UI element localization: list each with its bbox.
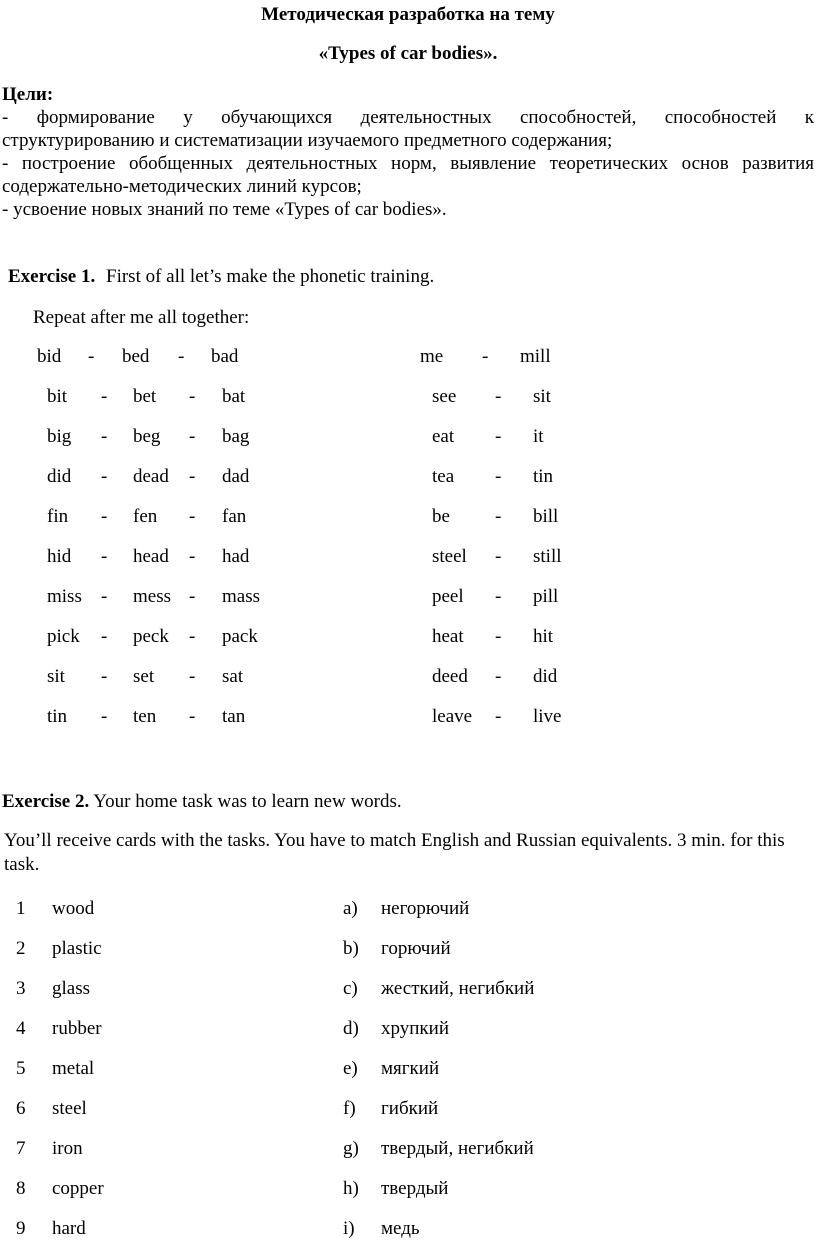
word-2: peck (133, 626, 169, 647)
word-2: bet (133, 386, 157, 407)
word-1: hid (47, 546, 72, 567)
dash-2: - (189, 506, 196, 527)
russian-word: мягкий (381, 1058, 440, 1079)
goal-3-line-1: - усвоение новых знаний по теме «Types of car bodies». (2, 199, 447, 220)
russian-word: твердый (381, 1178, 449, 1199)
exercise-2-text: Your home task was to learn new words. (93, 791, 402, 812)
pair-word-2: still (533, 546, 562, 567)
answer-letter: d) (343, 1018, 359, 1039)
exercise-1-heading (8, 266, 434, 288)
pair-word-2: pill (533, 586, 559, 607)
russian-word: медь (381, 1218, 420, 1239)
russian-word: жесткий, негибкий (381, 978, 535, 999)
pair-dash: - (482, 346, 489, 367)
pair-dash: - (495, 386, 502, 407)
document-topic: «Types of car bodies». (318, 43, 498, 64)
answer-letter: e) (343, 1058, 358, 1079)
word-1: tin (47, 706, 68, 727)
goal-2-line-1: - построение обобщенных деятельностных норм, выявление теоретических основ развития (2, 153, 814, 174)
dash-2: - (189, 666, 196, 687)
word-3: bad (211, 346, 239, 367)
item-number: 2 (16, 938, 26, 959)
dash-2: - (189, 546, 196, 567)
english-word: glass (52, 978, 90, 999)
dash-2: - (189, 386, 196, 407)
english-word: hard (52, 1218, 86, 1239)
pair-word-2: sit (533, 386, 551, 407)
pair-dash: - (495, 586, 502, 607)
item-number: 5 (16, 1058, 26, 1079)
dash-1: - (101, 426, 108, 447)
word-3: sat (222, 666, 244, 687)
pair-word-2: tin (533, 466, 554, 487)
goals-section (2, 83, 814, 221)
word-2: head (133, 546, 169, 567)
word-3: had (222, 546, 250, 567)
dash-2: - (189, 466, 196, 487)
answer-letter: g) (343, 1138, 359, 1159)
word-3: bat (222, 386, 246, 407)
goal-2-line-2: содержательно-методических линий курсов; (2, 176, 362, 197)
word-3: tan (222, 706, 246, 727)
pair-word-1: see (432, 386, 457, 407)
word-3: fan (222, 506, 247, 527)
dash-1: - (101, 666, 108, 687)
pair-dash: - (495, 706, 502, 727)
russian-word: хрупкий (381, 1018, 449, 1039)
english-word: copper (52, 1178, 104, 1199)
goal-1-line-1: - формирование у обучающихся деятельностных способностей, способностей к (2, 107, 814, 128)
dash-1: - (101, 546, 108, 567)
word-3: pack (222, 626, 258, 647)
exercise-1-instruction: Repeat after me all together: (33, 307, 250, 328)
pair-word-1: be (432, 506, 450, 527)
pair-word-2: did (533, 666, 558, 687)
word-1: fin (47, 506, 69, 527)
word-1: did (47, 466, 72, 487)
english-word: wood (52, 898, 95, 919)
word-2: set (133, 666, 155, 687)
pair-word-1: me (420, 346, 444, 367)
item-number: 4 (16, 1018, 26, 1039)
pair-word-2: hit (533, 626, 554, 647)
pair-dash: - (495, 466, 502, 487)
pair-word-2: it (533, 426, 544, 447)
answer-letter: f) (343, 1098, 356, 1119)
item-number: 6 (16, 1098, 26, 1119)
pair-dash: - (495, 426, 502, 447)
answer-letter: b) (343, 938, 359, 959)
dash-1: - (101, 706, 108, 727)
russian-word: твердый, негибкий (381, 1138, 534, 1159)
pair-word-2: mill (520, 346, 551, 367)
pair-word-1: eat (432, 426, 455, 447)
word-1: big (47, 426, 72, 447)
item-number: 7 (16, 1138, 26, 1159)
answer-letter: a) (343, 898, 358, 919)
dash-2: - (189, 626, 196, 647)
dash-2: - (189, 706, 196, 727)
english-word: steel (52, 1098, 87, 1119)
word-1: bit (47, 386, 68, 407)
word-2: ten (133, 706, 157, 727)
item-number: 3 (16, 978, 26, 999)
answer-letter: c) (343, 978, 358, 999)
exercise-1-text: First of all let’s make the phonetic training. (106, 266, 435, 287)
word-2: beg (133, 426, 161, 447)
russian-word: негорючий (381, 898, 470, 919)
russian-word: гибкий (381, 1098, 439, 1119)
pair-word-1: heat (432, 626, 464, 647)
dash-1: - (101, 386, 108, 407)
word-1: pick (47, 626, 80, 647)
pair-word-1: steel (432, 546, 467, 567)
pair-word-2: bill (533, 506, 559, 527)
pair-dash: - (495, 546, 502, 567)
answer-letter: i) (343, 1218, 355, 1239)
word-2: mess (133, 586, 171, 607)
english-word: metal (52, 1058, 95, 1079)
pair-word-1: peel (432, 586, 464, 607)
pair-dash: - (495, 626, 502, 647)
document-title: Методическая разработка на тему (261, 4, 555, 25)
dash-2: - (189, 426, 196, 447)
english-word: iron (52, 1138, 83, 1159)
word-3: dad (222, 466, 250, 487)
dash-1: - (101, 626, 108, 647)
word-1: sit (47, 666, 65, 687)
pair-dash: - (495, 506, 502, 527)
dash-1: - (88, 346, 95, 367)
pair-word-1: tea (432, 466, 455, 487)
word-3: bag (222, 426, 250, 447)
english-word: rubber (52, 1018, 102, 1039)
pair-word-1: deed (432, 666, 468, 687)
item-number: 9 (16, 1218, 26, 1239)
item-number: 8 (16, 1178, 26, 1199)
word-3: mass (222, 586, 260, 607)
word-2: fen (133, 506, 158, 527)
russian-word: горючий (381, 938, 451, 959)
exercise-2-heading (2, 791, 402, 813)
word-2: bed (122, 346, 150, 367)
pair-dash: - (495, 666, 502, 687)
dash-1: - (101, 506, 108, 527)
dash-2: - (189, 586, 196, 607)
answer-letter: h) (343, 1178, 359, 1199)
word-1: bid (37, 346, 62, 367)
english-word: plastic (52, 938, 102, 959)
word-1: miss (47, 586, 82, 607)
exercise-2-task: You’ll receive cards with the tasks. You have to match English and Russian equivalents. 3 min. for this task. (4, 830, 785, 875)
word-2: dead (133, 466, 169, 487)
dash-1: - (101, 466, 108, 487)
dash-1: - (101, 586, 108, 607)
exercise-1-label: Exercise 1. (8, 266, 96, 287)
item-number: 1 (16, 898, 26, 919)
exercise-2-label: Exercise 2. (2, 791, 90, 812)
dash-2: - (178, 346, 185, 367)
pair-word-2: live (533, 706, 562, 727)
goals-heading: Цели: (2, 84, 54, 105)
pair-word-1: leave (432, 706, 473, 727)
goal-1-line-2: структурированию и систематизации изучаемого предметного содержания; (2, 130, 613, 151)
